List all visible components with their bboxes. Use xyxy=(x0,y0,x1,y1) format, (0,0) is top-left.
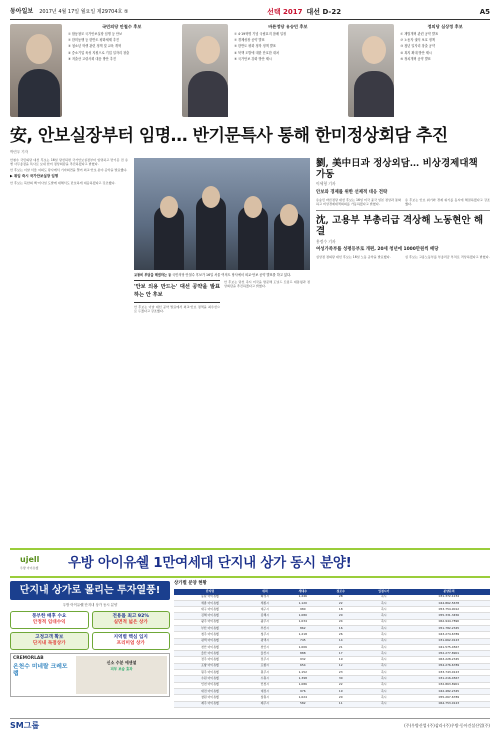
table-cell: 인천 아이유쉘 xyxy=(174,682,246,688)
table-cell: 부산 아이유쉘 xyxy=(174,626,246,632)
table-cell: 12 xyxy=(322,663,360,669)
masthead xyxy=(10,6,490,20)
table-cell: 원주시 xyxy=(246,670,284,676)
section-title: 선택 2017 xyxy=(267,7,303,16)
story-text xyxy=(316,198,490,206)
pledge-item: ② 노동자 권익 보호 정책 xyxy=(400,37,435,42)
listing-table xyxy=(174,589,490,708)
footer-info: (주)우방산업·(주)삼라·(주)우방·동아건설산업(주) xyxy=(404,723,490,729)
table-cell: 포항 아이유쉘 xyxy=(174,663,246,669)
table-cell: 30 xyxy=(322,676,360,682)
table-header: 단지명 xyxy=(174,589,246,595)
listing-title: 상가별 분양 현황 xyxy=(174,580,207,586)
table-cell: 부산시 xyxy=(246,626,284,632)
article-columns-2-3 xyxy=(134,280,310,313)
table-cell: 대전시 xyxy=(246,688,284,694)
right-column xyxy=(316,158,490,544)
table-cell: 888 xyxy=(284,651,322,657)
pledge-item: ② 경제성장 공약 발표 xyxy=(234,37,265,42)
article-paragraph: 안철수 국민의당 대선 후보는 16일 당선되면 국가안보실장부터 임명하고 반기문 전 유엔 사무총장을 특사로 보내 한미 정상회담을 추진하겠다고 밝혔다. xyxy=(10,157,128,166)
table-cell: 932 xyxy=(284,657,322,663)
table-cell: 26 xyxy=(322,632,360,638)
table-cell: 즉시 xyxy=(360,619,408,625)
table-cell: 1,006 xyxy=(284,644,322,650)
pledge-item: ③ 청년 일자리 창출 공약 xyxy=(400,44,435,49)
table-cell: 976 xyxy=(284,688,322,694)
pledge-item: ③ 한반도 평화 정착 정책 발표 xyxy=(234,44,276,49)
pledge-title: 바른정당 유승민 후보 xyxy=(268,24,308,29)
caption-bold: 교통비 부담을 해결하는 등 xyxy=(134,272,172,277)
table-cell: 062-944-7890 xyxy=(408,619,490,625)
table-cell: 043-274-6789 xyxy=(408,632,490,638)
table-cell: 울산 아이유쉘 xyxy=(174,651,246,657)
pledge-item: ④ 북핵 도발에 대한 단호한 대처 xyxy=(234,50,280,55)
table-cell: 20 xyxy=(322,695,360,701)
ad-feature-tile: 고정고객 확보 단지내 독점상가 xyxy=(10,632,89,650)
table-cell: 862 xyxy=(284,626,322,632)
divider xyxy=(316,210,490,211)
table-cell: 천안 아이유쉘 xyxy=(174,644,246,650)
cremorlab-logo: CREMORLAB 온천수 미네랄 크레모랩 xyxy=(13,655,68,678)
table-cell: 1,398 xyxy=(284,676,322,682)
table-cell: 11 xyxy=(322,701,360,707)
table-cell: 청주시 xyxy=(246,632,284,638)
table-header: 위치 xyxy=(246,589,284,595)
ad-listing xyxy=(174,581,490,715)
story-lead: 안보와 경제를 위한 선제적 대응 전략 xyxy=(316,189,388,195)
table-cell: 즉시 xyxy=(360,638,408,644)
table-cell: 22 xyxy=(322,600,360,606)
table-cell: 포항시 xyxy=(246,663,284,669)
table-cell: 즉시 xyxy=(360,695,408,701)
table-cell: 1,086 xyxy=(284,682,322,688)
table-header: 점포수 xyxy=(322,589,360,595)
article-column-1 xyxy=(10,158,128,544)
article-paragraph: 안 후보는 이날 대선 공약 발표에서 외교·안보 정책을 최우선으로 두겠다고 강조했다. xyxy=(134,304,220,313)
table-cell: 19 xyxy=(322,688,360,694)
story-paragraph: 유 후보는 안보 위기와 경제 위기를 동시에 해결하겠다고 강조했다. xyxy=(405,197,490,206)
table-cell: 청주 아이유쉘 xyxy=(174,632,246,638)
newspaper-logo: 동아일보 xyxy=(10,8,34,16)
article-paragraph: 안 후보는 당선 즉시 미국을 방문해 도널드 트럼프 대통령과 정상회담을 추진하겠다고 밝혔다. xyxy=(224,279,310,289)
article-paragraph: 안 후보는 북한의 핵·미사일 도발에 대해서도 단호하게 대응하겠다고 강조했다. xyxy=(10,180,116,185)
table-cell: 대구 아이유쉘 xyxy=(174,607,246,613)
table-cell: 24 xyxy=(322,619,360,625)
story-paragraph: 유승민 바른정당 대선 후보는 16일 미국 중국 일본 정상과 통화하고 비상경제대책회의를 가동하겠다고 밝혔다. xyxy=(316,197,401,206)
table-cell: 654 xyxy=(284,663,322,669)
table-cell: 1,034 xyxy=(284,619,322,625)
table-cell: 세종시 xyxy=(246,600,284,606)
pledge-item: ⑤ 국가안보 강화 방안 제시 xyxy=(234,56,272,61)
candidate-photo-ahn xyxy=(10,24,62,117)
ad-feature-tile: 지역별 핵심 입지 프리미엄 상가 xyxy=(92,632,171,650)
table-cell: 032-863-8901 xyxy=(408,682,490,688)
table-cell: 044-862-5678 xyxy=(408,600,490,606)
table-cell: 광주 아이유쉘 xyxy=(174,619,246,625)
footer xyxy=(10,718,490,734)
ad-feature-tile: 풍부한 배후 수요 안정적 임대수익 xyxy=(10,611,89,629)
candidate-photo-sim xyxy=(348,24,395,117)
candidate-photo-yoo xyxy=(182,24,229,117)
story-byline: 이세형 기자 xyxy=(316,181,336,187)
table-cell: 17 xyxy=(322,651,360,657)
issue-date: 2017년 4월 17일 월요일 제29704호 ⑤ xyxy=(39,9,129,16)
pull-quote: '안보 의용 만드는' 대선 공약을 발표하는 안 후보 xyxy=(134,280,220,303)
pledge-strip xyxy=(10,24,490,117)
table-cell: 화성시 xyxy=(246,595,284,601)
table-cell: 천안시 xyxy=(246,644,284,650)
table-cell: 즉시 xyxy=(360,663,408,669)
table-cell: 1,080 xyxy=(284,613,322,619)
table-cell: 031-662-0123 xyxy=(408,638,490,644)
pledge-title: 국민의당 안철수 후보 xyxy=(102,24,142,29)
ad-banner-text: 우방 아이유쉘 1만여세대 단지내 상가 동시 분양! xyxy=(68,554,352,571)
table-cell: 980 xyxy=(284,607,322,613)
table-cell: 제주 아이유쉘 xyxy=(174,701,246,707)
table-cell: 20 xyxy=(322,613,360,619)
table-cell: 평택시 xyxy=(246,638,284,644)
cremorlab-ad[interactable] xyxy=(10,653,170,697)
table-cell: 1,120 xyxy=(284,600,322,606)
table-cell: 제주시 xyxy=(246,701,284,707)
table-cell: 원주 아이유쉘 xyxy=(174,670,246,676)
story-headline: 劉, 美中日과 정상외담… 비상경제대책 가동 xyxy=(316,157,478,181)
table-cell: 울산시 xyxy=(246,651,284,657)
caption-text: 국민의당 안철수 후보가 16일 서울 여의도 당사에서 외교·안보 공약 발표를 하고 있다. xyxy=(172,272,292,277)
pledge-box-right xyxy=(400,24,490,117)
table-cell: 582 xyxy=(284,701,322,707)
table-cell: 즉시 xyxy=(360,626,408,632)
table-cell: 033-743-0123 xyxy=(408,670,490,676)
pledge-item: ① 재벌개혁 관련 공약 발표 xyxy=(400,31,439,36)
table-cell: 28 xyxy=(322,595,360,601)
article-body xyxy=(10,158,490,544)
table-cell: 042-482-2345 xyxy=(408,688,490,694)
table-cell: 055-267-6789 xyxy=(408,695,490,701)
ad-invest-sub: 우방 아이유쉘 단지내 상가 동시 분양 xyxy=(62,603,118,608)
press-photo xyxy=(134,158,310,270)
ad-invest-title: 단지내 상가로 몰리는 투자열풍! xyxy=(10,581,170,601)
table-cell: 즉시 xyxy=(360,607,408,613)
table-cell: 051-782-2345 xyxy=(408,626,490,632)
table-cell: 18 xyxy=(322,607,360,613)
table-header: 입점시기 xyxy=(360,589,408,595)
pledge-item: ④ 중소기업 육성 지원으로 기업 일자리 창출 xyxy=(67,50,130,55)
table-cell: 즉시 xyxy=(360,701,408,707)
table-header: 분양문의 xyxy=(408,589,490,595)
photo-caption xyxy=(134,273,310,277)
story-byline: 홍정수 기자 xyxy=(316,238,336,244)
table-cell: 041-575-4567 xyxy=(408,644,490,650)
table-cell: 수원시 xyxy=(246,676,284,682)
table-cell: 창원 아이유쉘 xyxy=(174,695,246,701)
table-cell: 052-277-8901 xyxy=(408,651,490,657)
article-center xyxy=(134,158,310,544)
table-cell: 21 xyxy=(322,644,360,650)
table-row xyxy=(174,701,490,707)
table-cell: 14 xyxy=(322,638,360,644)
byline: 박민우 기자 xyxy=(10,149,29,154)
table-cell: 16 xyxy=(322,626,360,632)
table-cell: 김해시 xyxy=(246,613,284,619)
table-cell: 수원 아이유쉘 xyxy=(174,676,246,682)
table-cell: 즉시 xyxy=(360,657,408,663)
table-cell: 1,152 xyxy=(284,670,322,676)
ad-block xyxy=(10,581,490,715)
table-cell: 054-276-6789 xyxy=(408,663,490,669)
story-headline: 沈, 고용부 부총리급 격상해 노동현안 해결 xyxy=(316,214,483,238)
table-cell: 즉시 xyxy=(360,670,408,676)
table-cell: 즉시 xyxy=(360,595,408,601)
sm-group-logo: SM그룹 xyxy=(10,720,40,730)
table-cell: 인천시 xyxy=(246,682,284,688)
story-paragraph: 심 후보는 고용노동부를 부총리급 부처로 격상하겠다고 밝혔다. xyxy=(405,254,490,259)
ad-feature-grid xyxy=(10,611,170,650)
article-paragraph: 안 후보는 이날 서울 여의도 당사에서 기자회견을 열어 외교·안보 분야 공약을 발표했다. xyxy=(10,168,128,172)
table-cell: 즉시 xyxy=(360,651,408,657)
table-cell: 055-331-3456 xyxy=(408,613,490,619)
table-cell: 동탄 아이유쉘 xyxy=(174,595,246,601)
pledge-item: ② 한미동맹 등 한반도 평화체제 추진 xyxy=(67,37,120,42)
table-cell: 즉시 xyxy=(360,613,408,619)
table-cell: 즉시 xyxy=(360,676,408,682)
pledge-item: ⑤ 정치개혁 공약 발표 xyxy=(400,56,431,61)
table-cell: 23 xyxy=(322,670,360,676)
table-cell: 즉시 xyxy=(360,600,408,606)
table-cell: 031-372-1234 xyxy=(408,595,490,601)
table-cell: 1,246 xyxy=(284,595,322,601)
ad-left xyxy=(10,581,170,715)
table-cell: 064-753-0123 xyxy=(408,701,490,707)
table-cell: 김해 아이유쉘 xyxy=(174,613,246,619)
table-cell: 전주시 xyxy=(246,657,284,663)
story-text xyxy=(316,255,490,259)
main-headline: 安, 안보실장부터 임명… 반기문특사 통해 한미정상회담 추진 xyxy=(10,126,448,146)
table-cell: 대구시 xyxy=(246,607,284,613)
table-cell: 대전 아이유쉘 xyxy=(174,688,246,694)
pledge-box-mid xyxy=(234,24,342,117)
table-cell: 063-228-2345 xyxy=(408,657,490,663)
table-cell: 즉시 xyxy=(360,644,408,650)
dday-badge: 대선 D-22 xyxy=(306,7,342,16)
table-cell: 745 xyxy=(284,638,322,644)
page-number: A5 xyxy=(479,7,490,16)
pledge-item: ④ 복지 확대 방안 제시 xyxy=(400,50,432,55)
pledge-box-left xyxy=(68,24,176,117)
table-cell: 창원시 xyxy=(246,695,284,701)
table-header: 세대수 xyxy=(284,589,322,595)
table-cell: 053-754-9012 xyxy=(408,607,490,613)
table-cell: 1,024 xyxy=(284,695,322,701)
table-cell: 광주시 xyxy=(246,619,284,625)
table-cell: 세종 아이유쉘 xyxy=(174,600,246,606)
cremorlab-product: 신소 수분 에센셜 피부 보습 효과 xyxy=(76,656,167,694)
story-lead: 여성가족부를 성평등부로 개편, 20세 청년에 1000만원씩 배당 xyxy=(316,246,439,252)
table-cell: 즉시 xyxy=(360,688,408,694)
table-cell: 전주 아이유쉘 xyxy=(174,657,246,663)
pledge-item: ③ 청소년 학생 관련 정책 및 교육 개혁 xyxy=(67,44,122,49)
table-cell: 즉시 xyxy=(360,682,408,688)
pledge-item: ⑤ 저출산 고령사회 대응 방안 추진 xyxy=(67,56,116,61)
pledge-title: 정의당 심상정 후보 xyxy=(427,24,463,29)
ad-banner[interactable] xyxy=(10,548,490,578)
ad-feature-tile: 전용률 최고 92% 실면적 넓은 상가 xyxy=(92,611,171,629)
table-cell: 031-216-4567 xyxy=(408,676,490,682)
table-cell: 1,218 xyxy=(284,632,322,638)
pledge-item: ① 합동참모 국가안보실장 임명 등 안보 xyxy=(67,31,123,36)
table-cell: 19 xyxy=(322,657,360,663)
story-paragraph: 심상정 정의당 대선 후보는 16일 노동 공약을 발표했다. xyxy=(316,254,391,259)
ujell-logo: ujell 우방 아이유쉘 xyxy=(20,555,40,571)
table-cell: 22 xyxy=(322,682,360,688)
table-cell: 즉시 xyxy=(360,632,408,638)
pledge-item: ① 4·19혁명 기념 국립묘지 참배 일정 xyxy=(234,31,287,36)
table-cell: 평택 아이유쉘 xyxy=(174,638,246,644)
article-subhead: ▶ 취임 즉시 국가안보실장 임명 xyxy=(10,174,59,179)
